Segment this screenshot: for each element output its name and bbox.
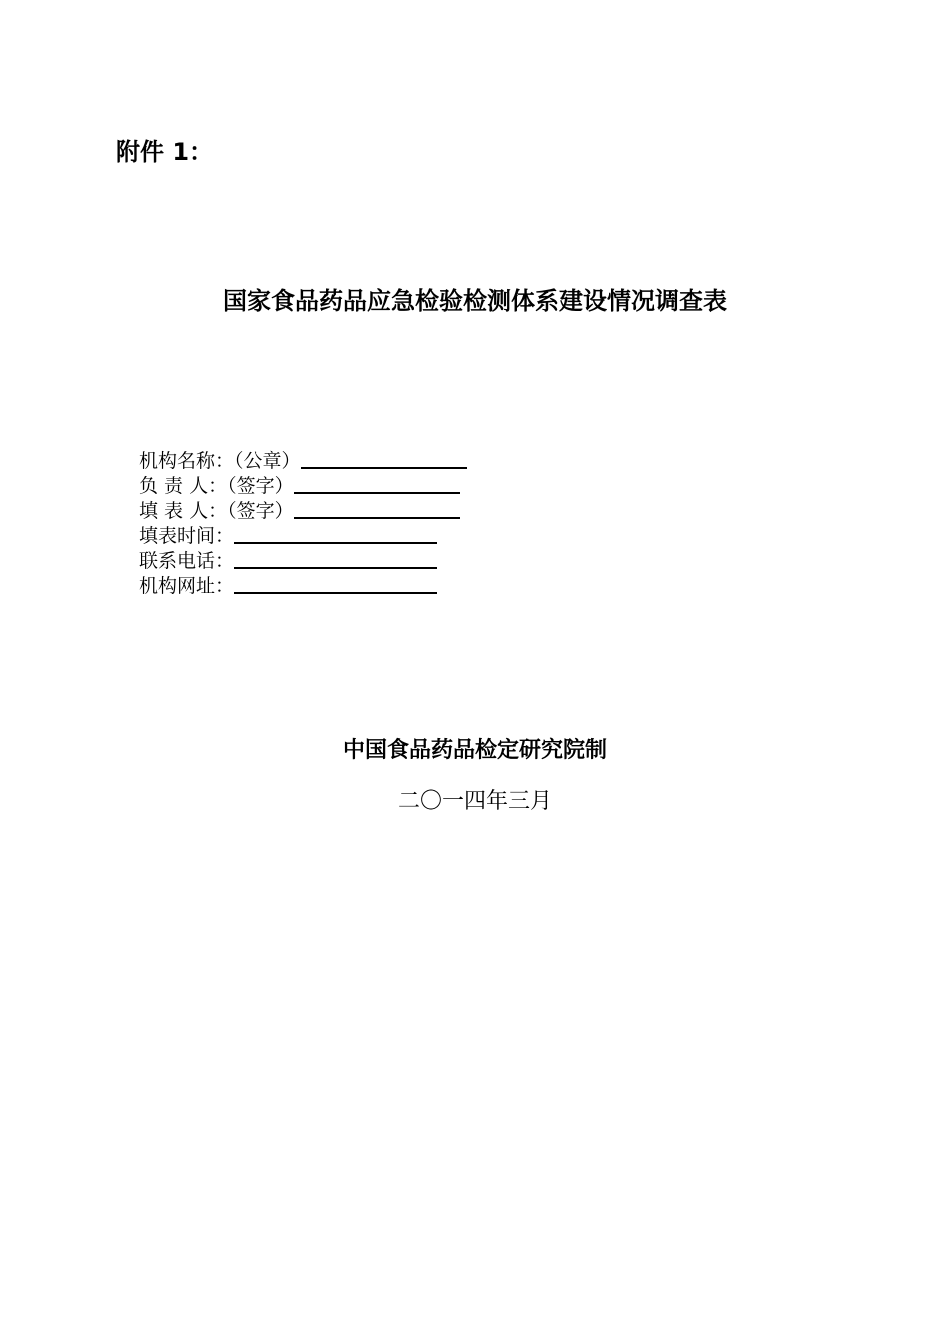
attachment-label: 附件 1：	[116, 138, 214, 166]
field-label: 填 表 人：（签字）	[139, 500, 294, 522]
blank-line	[234, 542, 437, 544]
field-website	[139, 574, 467, 599]
field-phone	[139, 549, 467, 574]
blank-line	[294, 492, 460, 494]
field-institution-name	[139, 449, 467, 474]
field-label: 机构网址：	[139, 575, 235, 597]
field-filled-by	[139, 499, 467, 524]
blank-line	[234, 567, 437, 569]
field-person-in-charge	[139, 474, 467, 499]
field-label: 机构名称：（公章）	[139, 450, 301, 472]
blank-line	[234, 592, 437, 594]
blank-line	[294, 517, 460, 519]
field-fill-date	[139, 524, 467, 549]
blank-line	[301, 467, 467, 469]
field-label: 填表时间：	[139, 525, 235, 547]
issuing-organization: 中国食品药品检定研究院制	[342, 738, 607, 763]
info-fields	[139, 449, 467, 599]
field-label: 联系电话：	[139, 550, 235, 572]
document-title: 国家食品药品应急检验检测体系建设情况调查表	[223, 287, 727, 315]
field-label: 负 责 人：（签字）	[139, 475, 294, 497]
issue-date: 二〇一四年三月	[397, 789, 552, 814]
